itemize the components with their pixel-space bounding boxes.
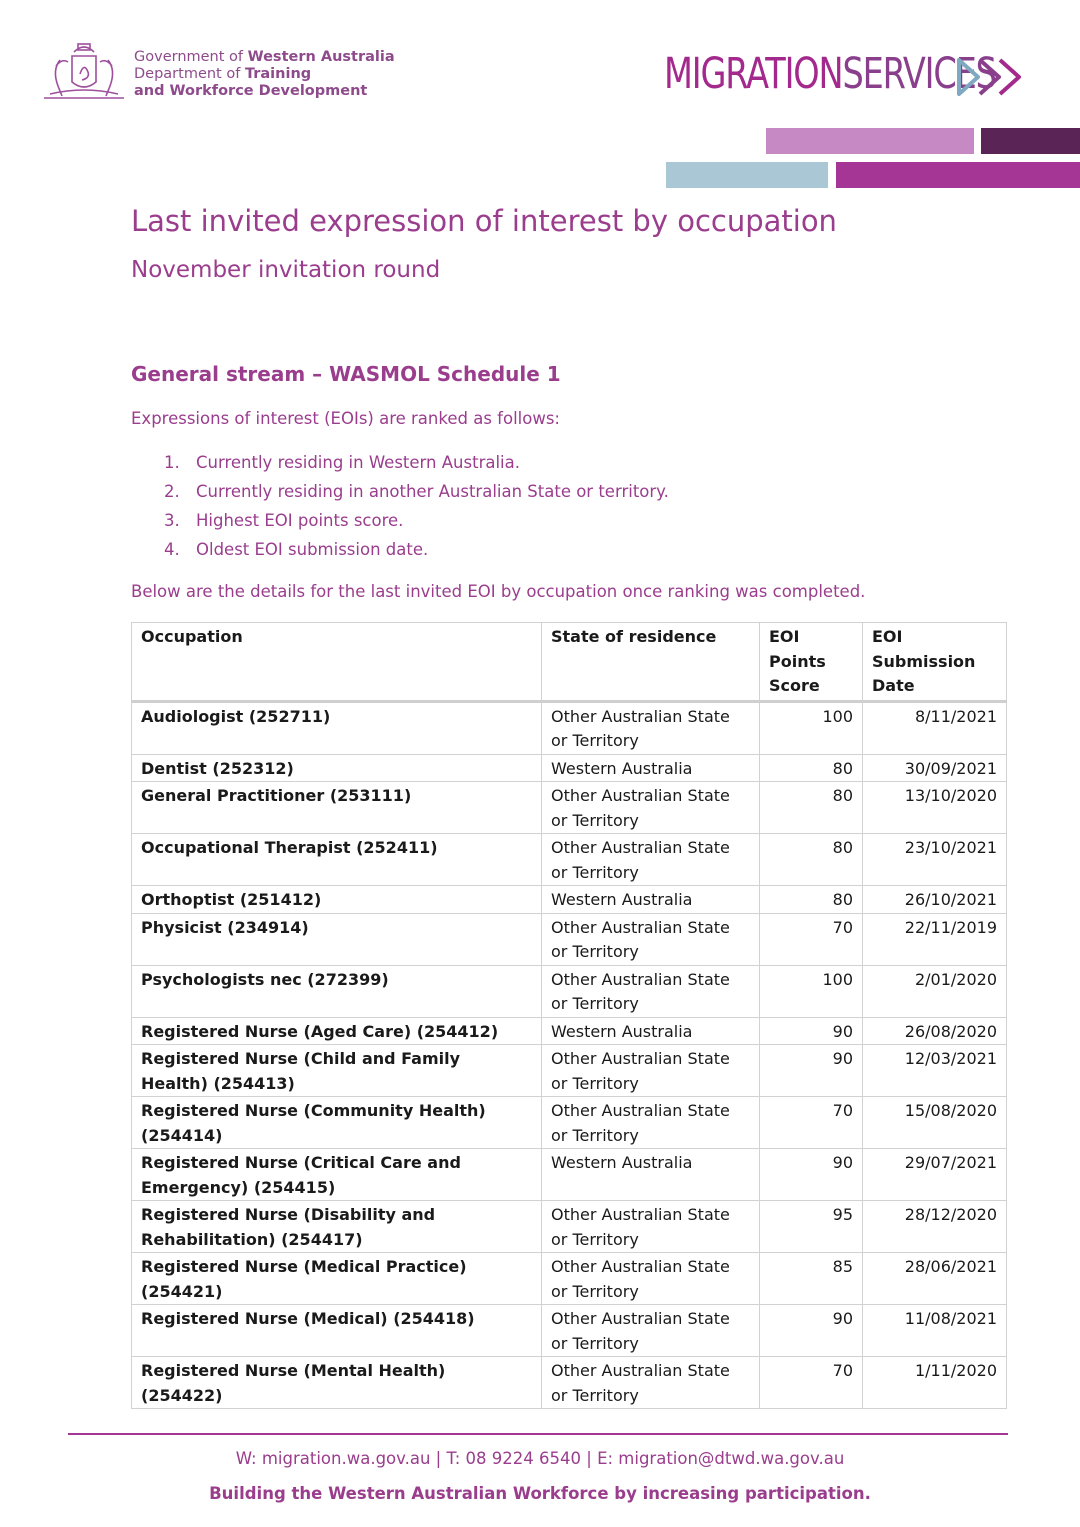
cell-state: Other Australian State or Territory xyxy=(542,1097,760,1149)
list-item: 2. Currently residing in another Australian State or territory. xyxy=(164,482,669,501)
cell-date: 13/10/2020 xyxy=(863,782,1007,834)
table-row xyxy=(132,1253,1007,1305)
header-decor-bar xyxy=(836,162,1080,188)
footer-divider xyxy=(68,1433,1008,1435)
cell-points: 70 xyxy=(760,913,863,965)
wa-crest-icon xyxy=(42,40,126,102)
cell-occupation: Occupational Therapist (252411) xyxy=(132,834,542,886)
document-title: Last invited expression of interest by occupation xyxy=(131,204,837,238)
table-row xyxy=(132,782,1007,834)
table-body xyxy=(132,701,1007,1409)
table-row xyxy=(132,1357,1007,1409)
cell-state: Other Australian State or Territory xyxy=(542,1357,760,1409)
table-header-row xyxy=(132,623,1007,702)
cell-state: Other Australian State or Territory xyxy=(542,1201,760,1253)
document-subtitle: November invitation round xyxy=(131,257,441,283)
table-row xyxy=(132,965,1007,1017)
header-occupation: Occupation xyxy=(132,623,542,702)
cell-date: 8/11/2021 xyxy=(863,701,1007,754)
cell-occupation: Registered Nurse (Aged Care) (254412) xyxy=(132,1017,542,1045)
cell-occupation: Registered Nurse (Medical) (254418) xyxy=(132,1305,542,1357)
cell-points: 90 xyxy=(760,1045,863,1097)
cell-points: 70 xyxy=(760,1357,863,1409)
cell-state: Other Australian State or Territory xyxy=(542,701,760,754)
table-row xyxy=(132,1097,1007,1149)
cell-date: 28/06/2021 xyxy=(863,1253,1007,1305)
table-row xyxy=(132,834,1007,886)
header-points: EOI Points Score xyxy=(760,623,863,702)
cell-occupation: Registered Nurse (Child and Family Health) (254413) xyxy=(132,1045,542,1097)
cell-points: 95 xyxy=(760,1201,863,1253)
cell-points: 100 xyxy=(760,965,863,1017)
cell-occupation: Psychologists nec (272399) xyxy=(132,965,542,1017)
header-decor-bar xyxy=(666,162,828,188)
cell-date: 12/03/2021 xyxy=(863,1045,1007,1097)
cell-date: 11/08/2021 xyxy=(863,1305,1007,1357)
table-row xyxy=(132,1017,1007,1045)
cell-occupation: Audiologist (252711) xyxy=(132,701,542,754)
cell-state: Other Australian State or Territory xyxy=(542,1253,760,1305)
cell-occupation: General Practitioner (253111) xyxy=(132,782,542,834)
cell-points: 100 xyxy=(760,701,863,754)
cell-date: 29/07/2021 xyxy=(863,1149,1007,1201)
table-row xyxy=(132,886,1007,914)
footer-contact: W: migration.wa.gov.au | T: 08 9224 6540 | E: migration@dtwd.wa.gov.au xyxy=(235,1449,845,1468)
header-decor-bar xyxy=(766,128,974,154)
cell-state: Western Australia xyxy=(542,886,760,914)
table-row xyxy=(132,913,1007,965)
cell-date: 30/09/2021 xyxy=(863,754,1007,782)
cell-state: Other Australian State or Territory xyxy=(542,834,760,886)
cell-state: Other Australian State or Territory xyxy=(542,782,760,834)
migration-services-logo xyxy=(664,49,1040,102)
table-row xyxy=(132,1045,1007,1097)
cell-occupation: Registered Nurse (Mental Health) (254422) xyxy=(132,1357,542,1409)
cell-date: 22/11/2019 xyxy=(863,913,1007,965)
cell-points: 70 xyxy=(760,1097,863,1149)
cell-date: 26/10/2021 xyxy=(863,886,1007,914)
cell-date: 23/10/2021 xyxy=(863,834,1007,886)
ranking-intro: Expressions of interest (EOIs) are ranked as follows: xyxy=(131,409,560,428)
cell-date: 2/01/2020 xyxy=(863,965,1007,1017)
table-row xyxy=(132,1149,1007,1201)
list-item: 1. Currently residing in Western Australia. xyxy=(164,453,520,472)
table-row xyxy=(132,754,1007,782)
table-row xyxy=(132,1201,1007,1253)
cell-state: Other Australian State or Territory xyxy=(542,1305,760,1357)
cell-state: Western Australia xyxy=(542,1017,760,1045)
cell-date: 28/12/2020 xyxy=(863,1201,1007,1253)
table-row xyxy=(132,1305,1007,1357)
government-logo xyxy=(42,40,402,104)
list-item: 3. Highest EOI points score. xyxy=(164,511,404,530)
cell-occupation: Dentist (252312) xyxy=(132,754,542,782)
section-heading: General stream – WASMOL Schedule 1 xyxy=(131,362,561,386)
cell-date: 15/08/2020 xyxy=(863,1097,1007,1149)
chevron-arrows-icon xyxy=(956,54,1036,100)
table-intro: Below are the details for the last invited EOI by occupation once ranking was completed. xyxy=(131,582,866,601)
cell-state: Other Australian State or Territory xyxy=(542,965,760,1017)
migration-services-wordmark: MIGRATIONSERVICES xyxy=(664,49,996,99)
footer-tagline: Building the Western Australian Workforce by increasing participation. xyxy=(209,1484,871,1503)
cell-points: 80 xyxy=(760,782,863,834)
cell-state: Other Australian State or Territory xyxy=(542,1045,760,1097)
table-row xyxy=(132,701,1007,754)
cell-points: 90 xyxy=(760,1305,863,1357)
cell-date: 1/11/2020 xyxy=(863,1357,1007,1409)
cell-state: Western Australia xyxy=(542,1149,760,1201)
cell-occupation: Registered Nurse (Critical Care and Emergency) (254415) xyxy=(132,1149,542,1201)
cell-date: 26/08/2020 xyxy=(863,1017,1007,1045)
cell-occupation: Registered Nurse (Medical Practice) (254421) xyxy=(132,1253,542,1305)
ranking-list xyxy=(131,452,669,568)
cell-points: 80 xyxy=(760,754,863,782)
header-state: State of residence xyxy=(542,623,760,702)
cell-points: 90 xyxy=(760,1017,863,1045)
cell-occupation: Registered Nurse (Community Health) (254414) xyxy=(132,1097,542,1149)
cell-occupation: Registered Nurse (Disability and Rehabilitation) (254417) xyxy=(132,1201,542,1253)
header-decor-bar xyxy=(981,128,1080,154)
header-date: EOI Submission Date xyxy=(863,623,1007,702)
cell-occupation: Physicist (234914) xyxy=(132,913,542,965)
cell-state: Other Australian State or Territory xyxy=(542,913,760,965)
cell-points: 90 xyxy=(760,1149,863,1201)
list-item: 4. Oldest EOI submission date. xyxy=(164,540,429,559)
cell-points: 80 xyxy=(760,834,863,886)
cell-points: 80 xyxy=(760,886,863,914)
eoi-table xyxy=(131,622,1007,1409)
cell-state: Western Australia xyxy=(542,754,760,782)
cell-occupation: Orthoptist (251412) xyxy=(132,886,542,914)
government-wordmark: Government of Western Australia Department of Training and Workforce Development xyxy=(134,49,395,99)
cell-points: 85 xyxy=(760,1253,863,1305)
